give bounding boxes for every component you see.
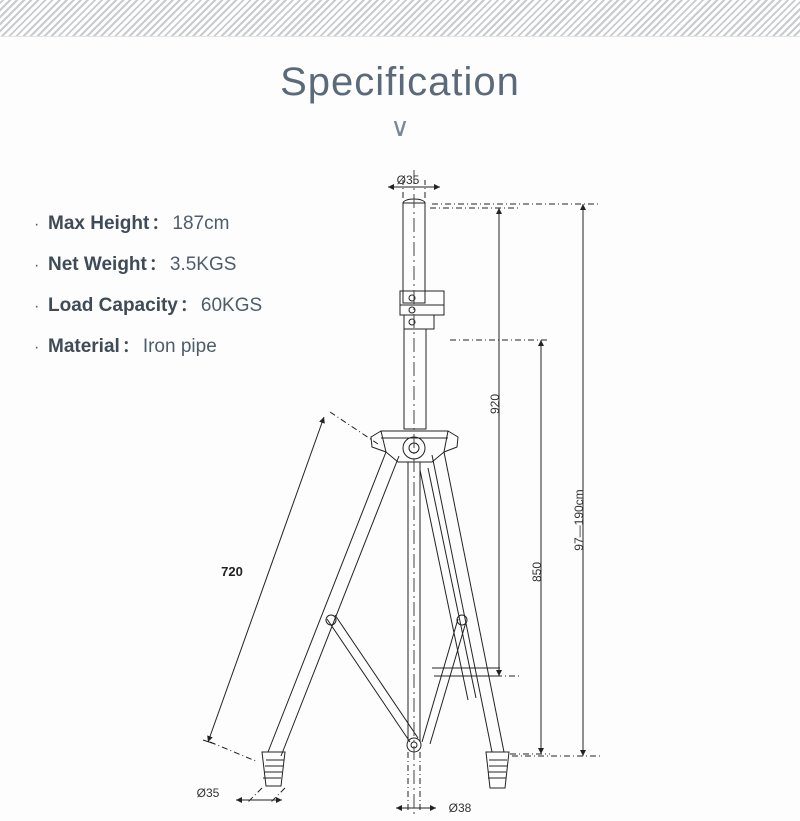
spec-label: Max Height	[48, 213, 150, 234]
spec-colon: ：	[148, 254, 168, 275]
spec-colon: ：	[121, 336, 141, 357]
spec-colon: ：	[151, 213, 171, 234]
page-title: Specification	[280, 60, 520, 104]
bullet-icon: ·	[34, 257, 40, 274]
dim-foot-diameter-left: Ø35	[196, 786, 220, 800]
dim-top-diameter: Ø35	[396, 173, 420, 187]
spec-value: 187cm	[172, 213, 230, 234]
bullet-icon: ·	[34, 339, 40, 356]
bullet-icon: ·	[34, 216, 40, 233]
spec-item-material	[34, 331, 354, 358]
specs-list	[34, 208, 354, 372]
spec-value: 60KGS	[200, 295, 263, 316]
title-chevron-icon: ∨	[390, 112, 410, 142]
spec-label: Load Capacity	[48, 295, 178, 316]
spec-item-max-height	[34, 208, 354, 235]
dim-mid-height: 850	[530, 561, 544, 583]
spec-item-net-weight	[34, 249, 354, 276]
dim-total-range: 97—190cm	[572, 489, 586, 551]
dim-inner-height: 920	[488, 393, 502, 415]
bullet-icon: ·	[34, 298, 40, 315]
dim-foot-diameter-bottom: Ø38	[448, 801, 472, 815]
spec-value: 3.5KGS	[169, 254, 237, 275]
spec-label: Net Weight	[48, 254, 147, 275]
top-hatched-strip	[0, 0, 800, 37]
spec-value: Iron pipe	[142, 336, 217, 357]
spec-colon: ：	[179, 295, 199, 316]
dim-leg-length: 720	[221, 564, 243, 579]
spec-item-load-capacity	[34, 290, 354, 317]
spec-label: Material	[48, 336, 120, 357]
